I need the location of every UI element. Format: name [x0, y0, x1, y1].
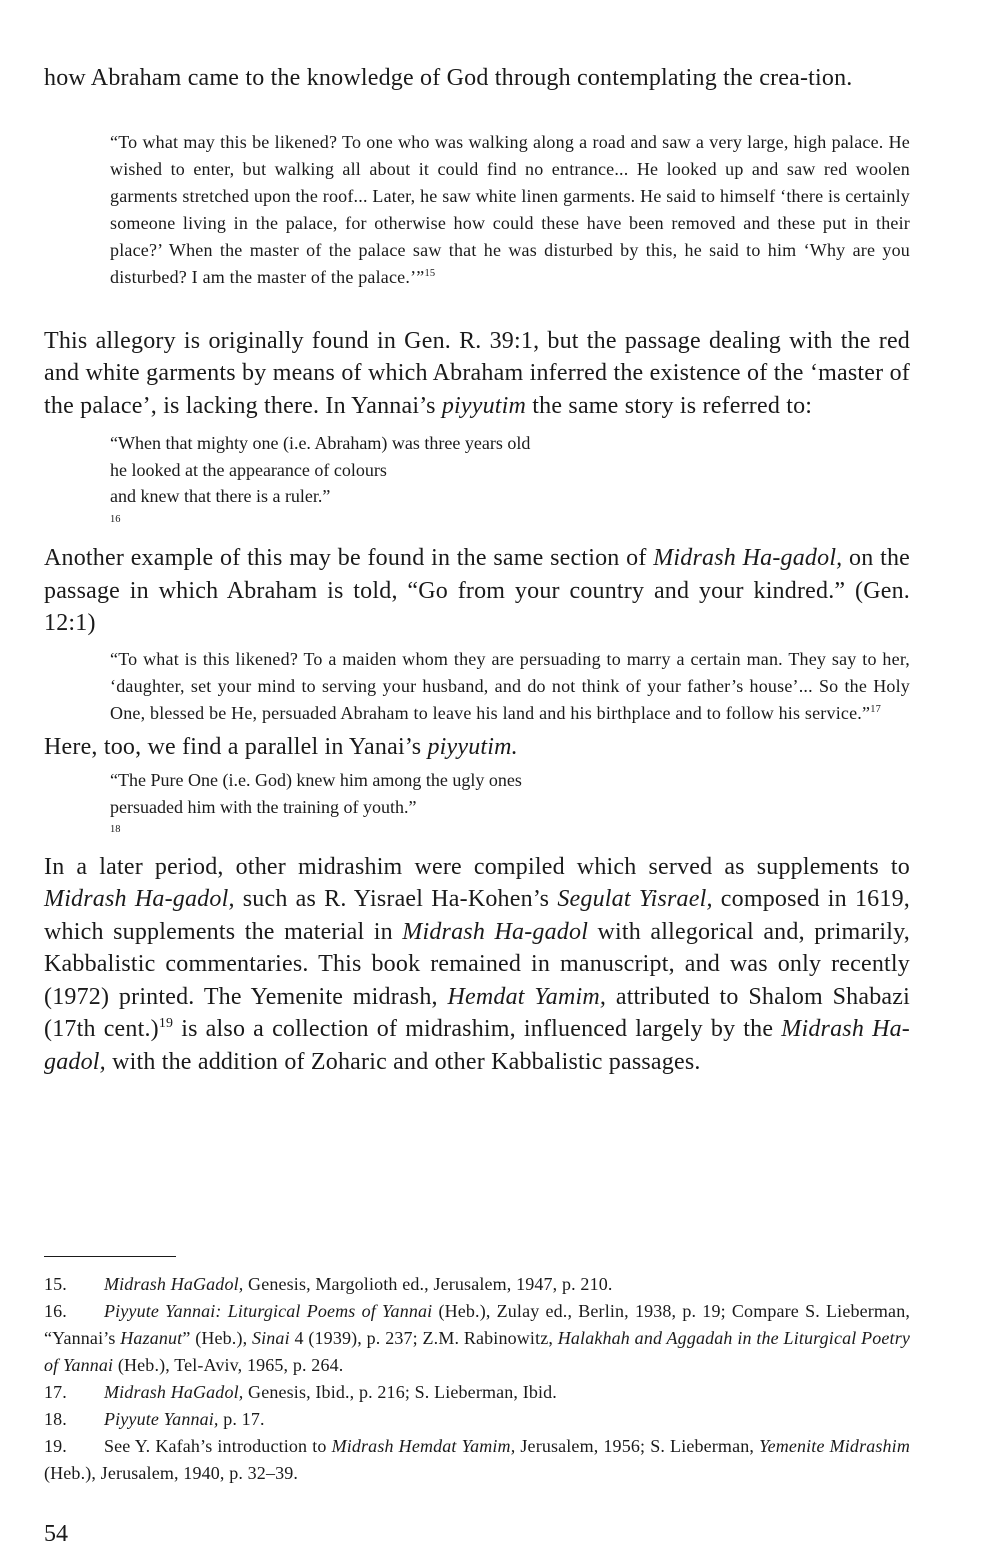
footnote-18	[44, 1406, 910, 1433]
footnote-title: Midrash HaGadol,	[104, 1274, 244, 1294]
footnote-title: Midrash Hemdat Yamim,	[331, 1436, 516, 1456]
footnote-text: p. 17.	[218, 1409, 265, 1429]
footnotes-section	[44, 1271, 910, 1487]
footnote-17	[44, 1379, 910, 1406]
verse-line-last	[110, 483, 910, 536]
footnote-ref-16[interactable]: 16	[110, 513, 121, 525]
footnote-text: (Heb.), Zulay ed., Berlin, 1938, p. 19; Compare S. Lieberman, “Yannai’s	[44, 1301, 910, 1348]
footnote-title: Hazanut	[120, 1328, 183, 1348]
italic-term: piyyutim	[441, 392, 527, 419]
footnote-ref-19[interactable]: 19	[158, 1016, 174, 1031]
footnote-title: Midrash HaGadol,	[104, 1382, 244, 1402]
footnote-text: (Heb.), Tel-Aviv, 1965, p. 264.	[113, 1355, 344, 1375]
footnote-divider	[44, 1256, 176, 1257]
footnote-ref-17[interactable]: 17	[870, 703, 882, 715]
footnote-number: 16.	[44, 1301, 67, 1321]
verse-line: he looked at the appearance of colours	[110, 459, 387, 480]
paragraph-text: on the passage in which Abraham is told, “Go from your country and your kindred.” (Gen. 12:1)	[44, 545, 911, 636]
paragraph-text: is also a collection of midrashim, influenced largely by the	[173, 1016, 782, 1042]
footnote-title: Piyyute Yannai,	[104, 1409, 219, 1429]
footnote-text: (Heb.), Jerusalem, 1940, p. 32–39.	[44, 1463, 299, 1483]
italic-title: Segulat Yisrael,	[557, 886, 713, 912]
footnote-text: ” (Heb.),	[182, 1328, 252, 1348]
paragraph-text: with allegorical and, primarily, Kabbalistic commentaries. This book remained in manuscript, and was only recently (1972) printed. The Yemenite midrash,	[44, 918, 910, 1010]
footnote-text: See Y. Kafah’s introduction to	[104, 1436, 332, 1456]
footnote-15	[44, 1271, 910, 1298]
paragraph-text: the same story is referred to:	[526, 392, 813, 419]
verse-line-text: persuaded him with the training of youth.”	[110, 796, 417, 817]
quote-text: “To what may this be likened? To one who was walking along a road and saw a very large, high palace. He wished to enter, but walking all about it could find no entrance... He looked up and saw red woolen garments stretched upon the roof... Later, he saw white linen garments. He said to himself ‘there is certainly someone living in the palace, for otherwise how could these have been removed and these put in their place?’ When the master of the palace saw that he was disturbed by this, he said to him ‘Why are you disturbed? I am the master of the palace.’”	[110, 131, 910, 287]
paragraph-text: In a later period, other midrashim were compiled which served as supplements to	[44, 853, 910, 880]
footnote-number: 19.	[44, 1436, 67, 1456]
footnote-title: Piyyute Yannai: Liturgical Poems of Yannai	[104, 1301, 433, 1321]
later-period-paragraph	[44, 851, 910, 1079]
allegory-paragraph	[44, 325, 910, 423]
maiden-quote	[110, 646, 910, 727]
verse-line-text: and knew that there is a ruler.”	[110, 486, 331, 506]
verse-line: “The Pure One (i.e. God) knew him among the ugly ones	[110, 770, 522, 790]
paragraph-text: Here, too, we find a parallel in Yanai’s	[44, 733, 428, 760]
footnote-number: 15.	[44, 1274, 67, 1294]
verse-line-last	[110, 794, 910, 847]
italic-term: piyyutim.	[427, 733, 518, 760]
footnote-ref-18[interactable]: 18	[110, 824, 121, 835]
italic-title: Midrash Ha-gadol	[402, 918, 589, 945]
footnote-19	[44, 1433, 910, 1487]
palace-allegory-quote	[110, 129, 910, 291]
page-body	[44, 62, 910, 1078]
footnote-title: Yemenite Midrashim	[759, 1436, 910, 1456]
footnote-16	[44, 1298, 910, 1379]
verse-line: “When that mighty one (i.e. Abraham) was three years old	[110, 433, 531, 453]
quote-text: “To what is this likened? To a maiden whom they are persuading to marry a certain man. They say to her, ‘daughter, set your mind to serving your husband, and do not think of your father’s house’... So the Holy One, blessed be He, persuaded Abraham to leave his land and his birthplace and to follow his service.”	[110, 648, 910, 723]
yannai-verse-1	[110, 430, 910, 536]
footnote-number: 17.	[44, 1382, 67, 1402]
italic-title: Midrash Ha-gadol,	[653, 545, 843, 571]
italic-title: Midrash Ha-gadol,	[44, 886, 235, 912]
parallel-paragraph	[44, 731, 910, 764]
intro-text: how Abraham came to the knowledge of God through contemplating the crea-tion.	[44, 65, 853, 91]
paragraph-text: This allegory is originally found in Gen. R. 39:1, but the passage dealing with the red and white garments by means of which Abraham inferred the existence of the ‘master of the palace’, is lacking there. In Yannai’s	[44, 327, 910, 419]
paragraph-text: with the addition of Zoharic and other Kabbalistic passages.	[105, 1048, 701, 1075]
midrash-paragraph	[44, 542, 910, 640]
paragraph-text: such as R. Yisrael Ha-Kohen’s	[234, 886, 558, 912]
paragraph-text: composed in 1619, which supplements the material in	[44, 886, 910, 945]
footnote-title: Halakhah and Aggadah in the Liturgical Poetry of Yannai	[44, 1328, 910, 1375]
italic-title: Midrash Ha-gadol,	[44, 1016, 910, 1075]
paragraph-text: Another example of this may be found in the same section of	[44, 545, 654, 571]
footnote-text: Genesis, Margolioth ed., Jerusalem, 1947, p. 210.	[243, 1274, 613, 1294]
italic-title: Hemdat Yamim,	[447, 983, 607, 1010]
footnote-ref-15[interactable]: 15	[424, 267, 436, 279]
yannai-verse-2	[110, 767, 910, 847]
paragraph-text: attributed to Shalom Shabazi (17th cent.)	[44, 983, 911, 1042]
footnote-title: Sinai	[251, 1328, 290, 1348]
footnote-number: 18.	[44, 1409, 67, 1429]
footnote-text: 4 (1939), p. 237; Z.M. Rabinowitz,	[289, 1328, 558, 1348]
page-number: 54	[44, 1521, 68, 1547]
intro-paragraph	[44, 62, 910, 95]
footnote-text: Jerusalem, 1956; S. Lieberman,	[515, 1436, 760, 1456]
footnote-text: Genesis, Ibid., p. 216; S. Lieberman, Ibid.	[243, 1382, 557, 1402]
